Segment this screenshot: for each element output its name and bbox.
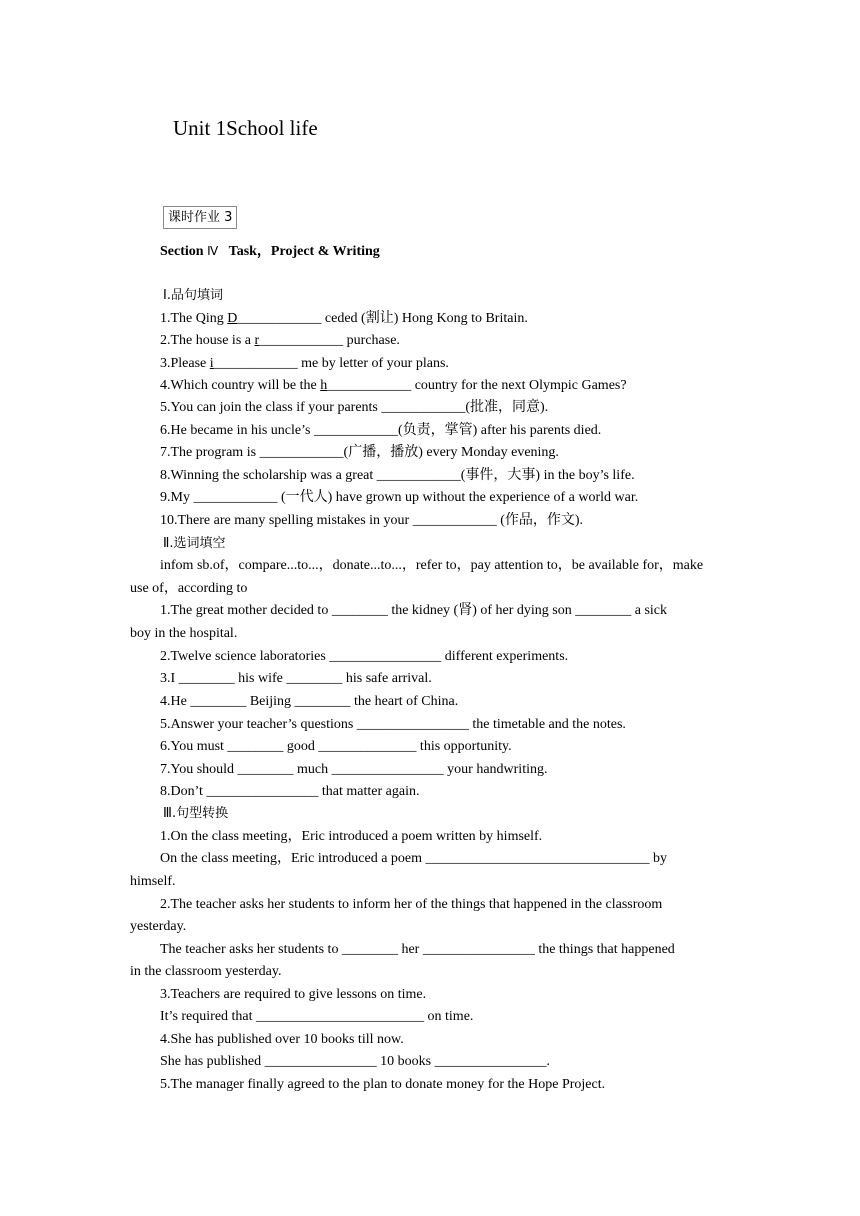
question-line: 1.The Qing D____________ ceded (割让) Hong Kong to Britain. [160,311,528,326]
question-line: 2.Twelve science laboratories ________________ different experiments. [160,649,569,664]
question-line: 3.I ________ his wife ________ his safe arrival. [160,671,432,686]
section-roman: Ⅳ [207,244,219,258]
question-line: 9.My ____________ (一代人) have grown up without the experience of a world war. [160,490,639,505]
answer-line: in the classroom yesterday. [130,964,282,979]
question-line: 4.Which country will be the h____________ country for the next Olympic Games? [160,378,627,393]
question-line: 8.Don’t ________________ that matter again. [160,784,420,799]
section-topic: Task，Project & Writing [228,244,380,259]
answer-line: himself. [130,874,176,889]
word-bank: infom sb.of，compare...to...，donate...to...，refer to，pay attention to，be available for，make [160,558,704,573]
question-line: 1.On the class meeting，Eric introduced a poem written by himself. [160,829,543,844]
answer-line: She has published ________________ 10 books ________________. [160,1054,551,1069]
question-line: 3.Please i____________ me by letter of your plans. [160,356,449,371]
question-line: yesterday. [130,919,187,934]
word-bank: use of，according to [130,581,248,596]
answer-line: On the class meeting，Eric introduced a poem ________________________________ by [160,851,668,866]
question-line: 7.The program is ____________(广播，播放) every Monday evening. [160,445,559,460]
question-line: 5.You can join the class if your parents ____________(批准，同意). [160,400,549,415]
part-1-heading: Ⅰ.品句填词 [163,288,223,303]
question-line: 6.He became in his uncle’s ____________(负责，掌管) after his parents died. [160,423,602,438]
answer-line: It’s required that ________________________ on time. [160,1009,474,1024]
question-line: 5.Answer your teacher’s questions ________________ the timetable and the notes. [160,717,626,732]
question-line: 8.Winning the scholarship was a great ____________(事件，大事) in the boy’s life. [160,468,635,483]
question-line: 7.You should ________ much ________________ your handwriting. [160,762,548,777]
question-line: 10.There are many spelling mistakes in your ____________ (作品，作文). [160,513,584,528]
question-line: 3.Teachers are required to give lessons on time. [160,987,427,1002]
question-line: boy in the hospital. [130,626,238,641]
answer-line: The teacher asks her students to ________ her ________________ the things that happened [160,942,675,957]
homework-tag: 课时作业 3 [163,206,237,229]
question-line: 2.The house is a r____________ purchase. [160,333,400,348]
page-title: Unit 1School life [173,116,318,140]
section-label: Section [160,244,204,259]
question-line: 6.You must ________ good ______________ this opportunity. [160,739,512,754]
part-3-heading: Ⅲ.句型转换 [163,806,229,821]
section-heading [160,242,380,261]
question-line: 4.He ________ Beijing ________ the heart of China. [160,694,459,709]
question-line: 4.She has published over 10 books till now. [160,1032,404,1047]
question-line: 2.The teacher asks her students to inform her of the things that happened in the classroom [160,897,663,912]
question-line: 5.The manager finally agreed to the plan to donate money for the Hope Project. [160,1077,606,1092]
question-line: 1.The great mother decided to ________ the kidney (肾) of her dying son ________ a sick [160,603,667,618]
part-2-heading: Ⅱ.选词填空 [163,536,226,551]
